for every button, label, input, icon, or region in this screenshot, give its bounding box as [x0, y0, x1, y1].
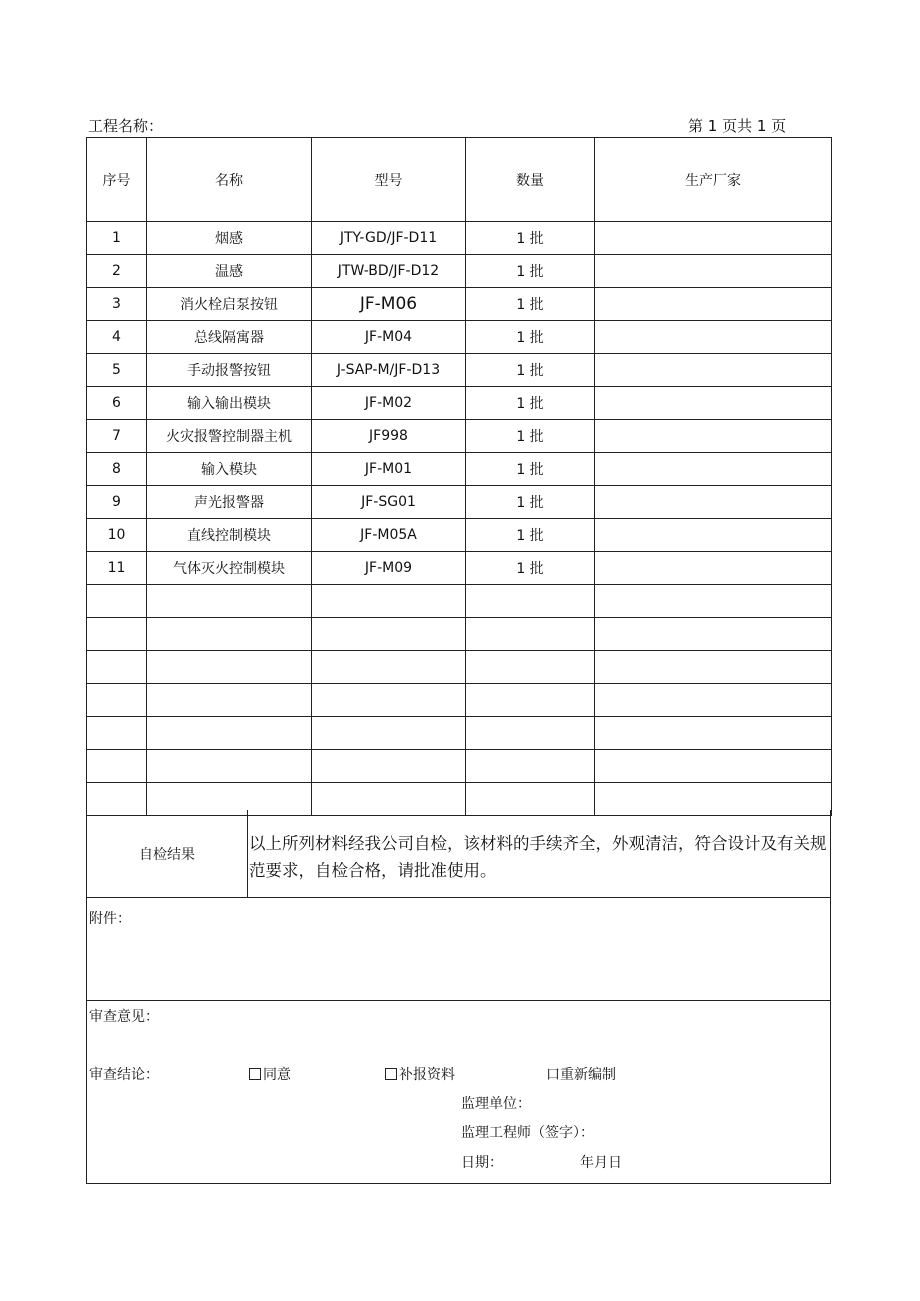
self-check-text: 以上所列材料经我公司自检，该材料的手续齐全，外观清洁，符合设计及有关规范要求，自检合格，请批准使用。	[249, 834, 827, 880]
column-header-maker: 生产厂家	[595, 138, 832, 222]
cell-name: 输入输出模块	[147, 387, 312, 420]
table-row	[87, 552, 832, 585]
empty-cell	[147, 585, 312, 618]
empty-cell	[87, 750, 147, 783]
empty-cell	[147, 651, 312, 684]
table-row	[87, 255, 832, 288]
cell-model: JF-M04	[312, 321, 466, 354]
cell-name: 总线隔寓器	[147, 321, 312, 354]
empty-row	[87, 585, 832, 618]
cell-qty: 1 批	[466, 255, 595, 288]
cell-name: 火灾报警控制器主机	[147, 420, 312, 453]
cell-maker	[595, 255, 832, 288]
cell-qty: 1 批	[466, 354, 595, 387]
page-info: 第 1 页共 1 页	[688, 117, 787, 135]
cell-name: 烟感	[147, 222, 312, 255]
table-header-row	[87, 138, 832, 222]
cell-model: JF-M01	[312, 453, 466, 486]
checkbox-supplement[interactable]	[385, 1068, 397, 1080]
cell-seq: 5	[87, 354, 147, 387]
empty-cell	[312, 750, 466, 783]
supervision-unit-label: 监理单位：	[461, 1096, 531, 1112]
cell-maker	[595, 387, 832, 420]
table-row	[87, 387, 832, 420]
empty-cell	[595, 684, 832, 717]
cell-qty: 1 批	[466, 486, 595, 519]
cell-seq: 7	[87, 420, 147, 453]
cell-seq: 8	[87, 453, 147, 486]
cell-qty: 1 批	[466, 288, 595, 321]
option-agree-label: 同意	[263, 1067, 291, 1083]
table-row	[87, 354, 832, 387]
cell-model: JF-M05A	[312, 519, 466, 552]
cell-maker	[595, 486, 832, 519]
cell-model: JTW-BD/JF-D12	[312, 255, 466, 288]
option-agree[interactable]	[249, 1064, 291, 1084]
cell-name: 手动报警按钮	[147, 354, 312, 387]
cell-name: 输入模块	[147, 453, 312, 486]
empty-cell	[147, 684, 312, 717]
cell-maker	[595, 453, 832, 486]
cell-qty: 1 批	[466, 552, 595, 585]
cell-model: JF-M02	[312, 387, 466, 420]
cell-maker	[595, 420, 832, 453]
empty-cell	[466, 618, 595, 651]
empty-cell	[312, 618, 466, 651]
self-check-section	[86, 810, 831, 898]
option-recompile-mark[interactable]: 口	[546, 1067, 560, 1083]
empty-row	[87, 717, 832, 750]
table-row	[87, 321, 832, 354]
empty-cell	[147, 717, 312, 750]
checkbox-agree[interactable]	[249, 1068, 261, 1080]
cell-model: JF-M09	[312, 552, 466, 585]
cell-maker	[595, 519, 832, 552]
empty-cell	[312, 651, 466, 684]
empty-cell	[466, 585, 595, 618]
attachment-label: 附件：	[89, 911, 131, 927]
table-row	[87, 486, 832, 519]
cell-seq: 11	[87, 552, 147, 585]
date-label: 日期：	[461, 1155, 503, 1171]
empty-cell	[466, 750, 595, 783]
column-header-qty: 数量	[466, 138, 595, 222]
empty-cell	[595, 585, 832, 618]
empty-cell	[87, 585, 147, 618]
empty-cell	[312, 585, 466, 618]
cell-qty: 1 批	[466, 387, 595, 420]
review-opinion-label: 审查意见：	[89, 1009, 159, 1025]
cell-name: 直线控制模块	[147, 519, 312, 552]
cell-qty: 1 批	[466, 222, 595, 255]
empty-cell	[466, 684, 595, 717]
empty-cell	[466, 717, 595, 750]
empty-cell	[87, 651, 147, 684]
cell-maker	[595, 552, 832, 585]
empty-cell	[147, 618, 312, 651]
empty-cell	[147, 750, 312, 783]
empty-row	[87, 651, 832, 684]
cell-model: J-SAP-M/JF-D13	[312, 354, 466, 387]
empty-cell	[87, 618, 147, 651]
empty-cell	[595, 651, 832, 684]
project-name-label: 工程名称：	[88, 117, 164, 135]
cell-qty: 1 批	[466, 321, 595, 354]
cell-name: 声光报警器	[147, 486, 312, 519]
cell-seq: 6	[87, 387, 147, 420]
cell-seq: 1	[87, 222, 147, 255]
cell-qty: 1 批	[466, 453, 595, 486]
option-recompile-label: 重新编制	[560, 1067, 616, 1083]
table-row	[87, 519, 832, 552]
column-header-name: 名称	[147, 138, 312, 222]
cell-seq: 3	[87, 288, 147, 321]
cell-model: JF-SG01	[312, 486, 466, 519]
review-section	[86, 1000, 831, 1184]
empty-cell	[87, 684, 147, 717]
cell-name: 温感	[147, 255, 312, 288]
empty-cell	[595, 618, 832, 651]
empty-row	[87, 618, 832, 651]
cell-seq: 2	[87, 255, 147, 288]
cell-maker	[595, 321, 832, 354]
review-conclusion-label: 审查结论：	[89, 1067, 159, 1083]
option-recompile[interactable]	[546, 1064, 616, 1084]
self-check-label: 自检结果	[87, 810, 248, 897]
cell-qty: 1 批	[466, 420, 595, 453]
empty-cell	[466, 651, 595, 684]
cell-seq: 9	[87, 486, 147, 519]
cell-model: JF998	[312, 420, 466, 453]
option-supplement-label: 补报资料	[399, 1067, 455, 1083]
materials-table	[86, 137, 832, 816]
cell-qty: 1 批	[466, 519, 595, 552]
option-supplement[interactable]	[385, 1064, 455, 1084]
column-header-model: 型号	[312, 138, 466, 222]
cell-model: JTY-GD/JF-D11	[312, 222, 466, 255]
cell-maker	[595, 222, 832, 255]
cell-maker	[595, 354, 832, 387]
cell-model: JF-M06	[312, 288, 466, 321]
cell-name: 气体灭火控制模块	[147, 552, 312, 585]
empty-row	[87, 750, 832, 783]
column-header-seq: 序号	[87, 138, 147, 222]
cell-maker	[595, 288, 832, 321]
empty-cell	[595, 750, 832, 783]
cell-seq: 10	[87, 519, 147, 552]
empty-cell	[312, 684, 466, 717]
date-suffix: 年月日	[580, 1155, 622, 1171]
empty-cell	[595, 717, 832, 750]
table-row	[87, 222, 832, 255]
cell-name: 消火栓启泵按钮	[147, 288, 312, 321]
cell-seq: 4	[87, 321, 147, 354]
table-row	[87, 288, 832, 321]
empty-cell	[87, 717, 147, 750]
empty-row	[87, 684, 832, 717]
table-row	[87, 453, 832, 486]
supervising-engineer-label: 监理工程师（签字）：	[461, 1125, 594, 1141]
empty-cell	[312, 717, 466, 750]
attachment-section	[86, 897, 831, 1001]
table-row	[87, 420, 832, 453]
